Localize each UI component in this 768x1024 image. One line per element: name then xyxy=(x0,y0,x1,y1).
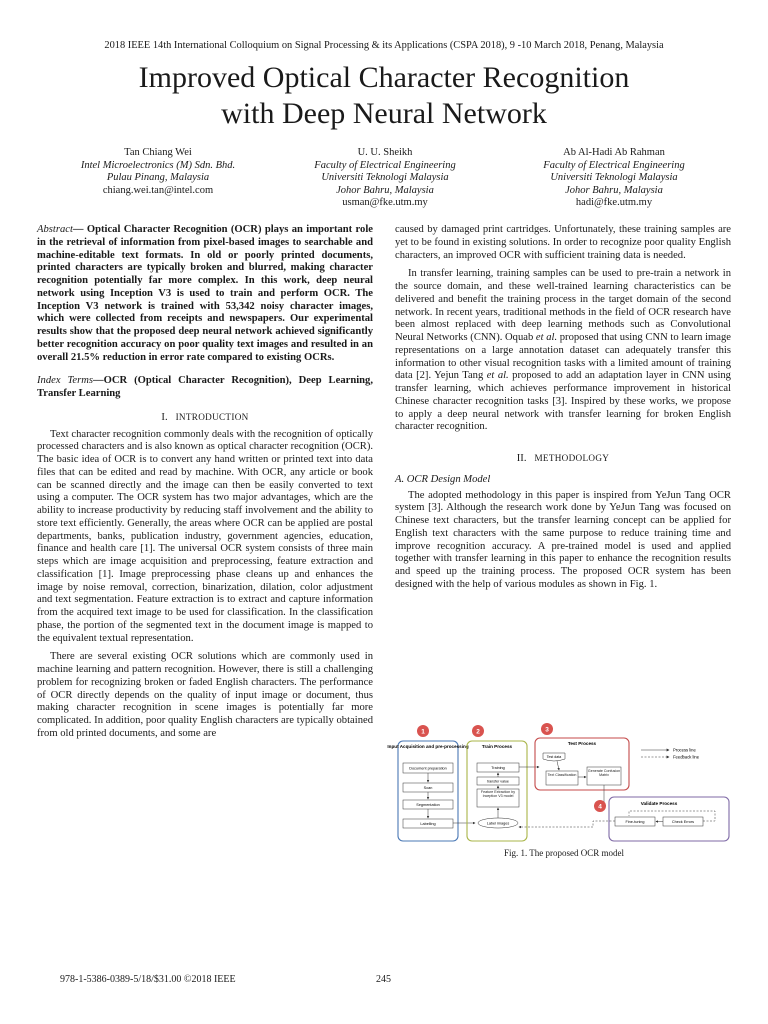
text-classification-label: Text Classification xyxy=(547,773,577,777)
section-heading-introduction xyxy=(37,411,373,425)
step-number: 1 xyxy=(421,728,425,736)
text-run: proposed to add an adaptation layer in CNN using transfer learning, which achieves performance improvement in historical Chinese character recognition tasks [3]. Inspired by these works, we propose to apply a deep neural network with transfer learning for broken English character recognition. xyxy=(395,370,731,433)
test-data-label: Test data xyxy=(546,755,562,759)
paper-title xyxy=(0,60,768,132)
step-marker-3 xyxy=(541,723,553,735)
abstract xyxy=(37,224,373,364)
feature-extraction-text xyxy=(477,790,519,807)
feature-extraction-label: Feature Extraction by Inception V3 model xyxy=(480,790,516,799)
feedback-line-label: Feedback line xyxy=(673,754,700,760)
author-affiliation: Faculty of Electrical Engineering xyxy=(314,159,456,171)
author-block-1 xyxy=(48,147,268,197)
text-run: In transfer learning, training samples can be used to pre-train a network in the source domain, and these well-trained learning characteristics can be delivered and benefit the training process in the target domain of the second network. In recent years, traditional methods in the field of OCR research have been almost replaced with deep learning methods such as Convolutional Neural Networks (CNN). Oquab xyxy=(395,268,731,343)
fine-tuning-label: Fine-tuning xyxy=(625,820,645,824)
title-line-1: Improved Optical Character Recognition xyxy=(138,61,630,94)
section-title: INTRODUCTION xyxy=(175,411,249,422)
page-number: 245 xyxy=(376,974,391,985)
abstract-text: — Optical Character Recognition (OCR) plays an important role in the retrieval of information from pixel-based images to searchable and machine-editable text formats. In old or poorly printed documents, printed characters are typically broken and blurred, making character recognition potentially far more complex. In this work, deep neural network using Inception V3 is used to train and perform OCR. The Inception V3 network is trained with 53,342 noisy character images, which were collected from receipts and newspapers. Our experimental results show that the proposed deep neural network achieved significantly better recognition accuracy on poor quality text images and resulted in an overall 21.5% reduction in error rate compared to existing OCRs. xyxy=(37,224,373,363)
input-group-title: Input Acquisition and pre-processing xyxy=(387,744,469,749)
scan-label: Scan xyxy=(423,786,433,790)
transfer-label: transfer value xyxy=(487,779,509,784)
index-terms-lead: Index Terms xyxy=(37,375,94,387)
section-number: I. xyxy=(161,411,168,423)
validate-group-title: Validate Process xyxy=(640,801,678,806)
right-paragraph-2 xyxy=(395,268,731,434)
author-university: Universiti Teknologi Malaysia xyxy=(550,172,678,184)
author-location: Johor Bahru, Malaysia xyxy=(336,184,434,196)
doc-prep-label: Document preparation xyxy=(409,766,447,771)
confusion-matrix-text xyxy=(587,768,621,785)
footer-copyright: 978-1-5386-0389-5/18/$31.00 ©2018 IEEE xyxy=(60,974,236,985)
conference-header: 2018 IEEE 14th International Colloquium on Signal Processing & its Applications (CSPA 2018), 9 -10 March 2018, Penang, Malaysia xyxy=(104,40,664,51)
confusion-matrix-label: Generate Confusion Matrix xyxy=(587,769,621,778)
label-images-label: Label images xyxy=(486,821,510,826)
step-marker-1 xyxy=(417,725,429,737)
index-terms-text: —OCR (Optical Character Recognition), Deep Learning, Transfer Learning xyxy=(37,375,373,399)
figure-caption: Fig. 1. The proposed OCR model xyxy=(503,848,625,858)
method-paragraph-1: The adopted methodology in this paper is inspired from YeJun Tang OCR system [3]. Although the research work done by YeJun Tang was focused on Chinese text characters, but the transfer learning concept can be applied for English text characters with the same purpose to reduce training time and improve recognition accuracy. A pre-trained model is used and applied together with transfer learning in this paper to enhance the recognition results and speed up the training process. The proposed OCR system has been designed with the help of various modules as shown in Fig. 1. xyxy=(395,489,731,590)
step-number: 4 xyxy=(598,803,602,811)
ocr-model-figure xyxy=(387,723,731,845)
author-block-3 xyxy=(504,147,724,210)
left-column xyxy=(37,224,373,741)
text-classification-text xyxy=(546,772,578,785)
test-group-title: Test Process xyxy=(567,741,597,746)
author-name: U. U. Sheikh xyxy=(357,147,413,158)
author-block-2 xyxy=(275,147,495,210)
step-number: 3 xyxy=(545,726,549,734)
section-number: II. xyxy=(516,453,527,464)
training-label: Training xyxy=(491,766,505,770)
abstract-lead: Abstract xyxy=(37,224,73,235)
check-errors-label: Check Errors xyxy=(671,820,695,824)
text-run: proposed that using CNN to learn image representations on a large annotation dataset can adequately transfer this information to other visual recognition tasks with a limited amount of training data [2]. Yejun Tang xyxy=(395,332,731,382)
author-affiliation: Intel Microelectronics (M) Sdn. Bhd. xyxy=(80,159,236,171)
text-run-italic: et al. xyxy=(535,332,558,343)
author-email: chiang.wei.tan@intel.com xyxy=(102,184,214,196)
author-email: usman@fke.utm.my xyxy=(342,197,428,209)
index-terms xyxy=(37,375,373,401)
author-name: Tan Chiang Wei xyxy=(124,147,192,158)
train-group-title: Train Process xyxy=(481,744,513,749)
segmentation-label: Segmentation xyxy=(416,803,440,807)
step-marker-2 xyxy=(472,725,484,737)
feedback-arrow xyxy=(519,821,615,827)
author-affiliation: Faculty of Electrical Engineering xyxy=(543,159,685,171)
labelling-label: Labelling xyxy=(420,822,436,826)
title-line-2: with Deep Neural Network xyxy=(221,97,547,130)
section-title: METHODOLOGY xyxy=(534,453,610,463)
step-marker-4 xyxy=(594,800,606,812)
subsection-heading-ocr-design-model: A. OCR Design Model xyxy=(395,473,491,485)
right-column xyxy=(395,224,731,592)
author-university: Universiti Teknologi Malaysia xyxy=(321,172,449,184)
intro-paragraph-1: Text character recognition commonly deals with the recognition of optically processed characters and is also known as optical character recognition (OCR). The basic idea of OCR is to convert any hand written or printed text into data files that can be edited and read by machine. With OCR, any article or book can be scanned directly and the image can then be easily converted to text using a computer. The OCR system has two major advantages, which are the ability to increase productivity by reducing staff involvement and the ability to store text efficiently. Generally, the areas where OCR can be applied are postal departments, banks, publication industry, government agencies, education, finance and health care [1]. The universal OCR system consists of three main steps which are image acquisition and preprocessing, feature extraction and classification [1]. Image preprocessing phase cleans up and enhances the image by noise removal, correction, binarization, dilation, color adjustment and text segmentation. Feature extraction is to extract and capture information from the acquired text image to be used for classification. In the classification phase, the portion of the segmented text in the document image is mapped to the equivalent textual representation. xyxy=(37,428,373,644)
author-email: hadi@fke.utm.my xyxy=(575,197,653,209)
intro-paragraph-2: There are several existing OCR solutions which are commonly used in machine learning and pattern recognition. However, there is still a challenging problem for recognizing broken or faded English characters. The performance of OCR directly depends on the quality of input image or document, thus making character recognition in scene images is potentially far more complicated. In addition, poor quality English characters are typically obtained from old printed documents, and some are xyxy=(37,651,373,739)
process-line-label: Process line xyxy=(673,747,696,753)
text-run-italic: et al. xyxy=(486,370,509,382)
author-location: Pulau Pinang, Malaysia xyxy=(106,172,210,184)
section-heading-methodology xyxy=(395,452,731,466)
right-paragraph-1: caused by damaged print cartridges. Unfortunately, these training samples are yet to be found in existing solutions. In order to recognize poor quality English characters, an improved OCR with sufficient training data is needed. xyxy=(395,224,731,261)
arrow xyxy=(557,761,559,770)
author-location: Johor Bahru, Malaysia xyxy=(565,184,663,196)
author-name: Ab Al-Hadi Ab Rahman xyxy=(563,147,665,158)
step-number: 2 xyxy=(476,728,480,736)
